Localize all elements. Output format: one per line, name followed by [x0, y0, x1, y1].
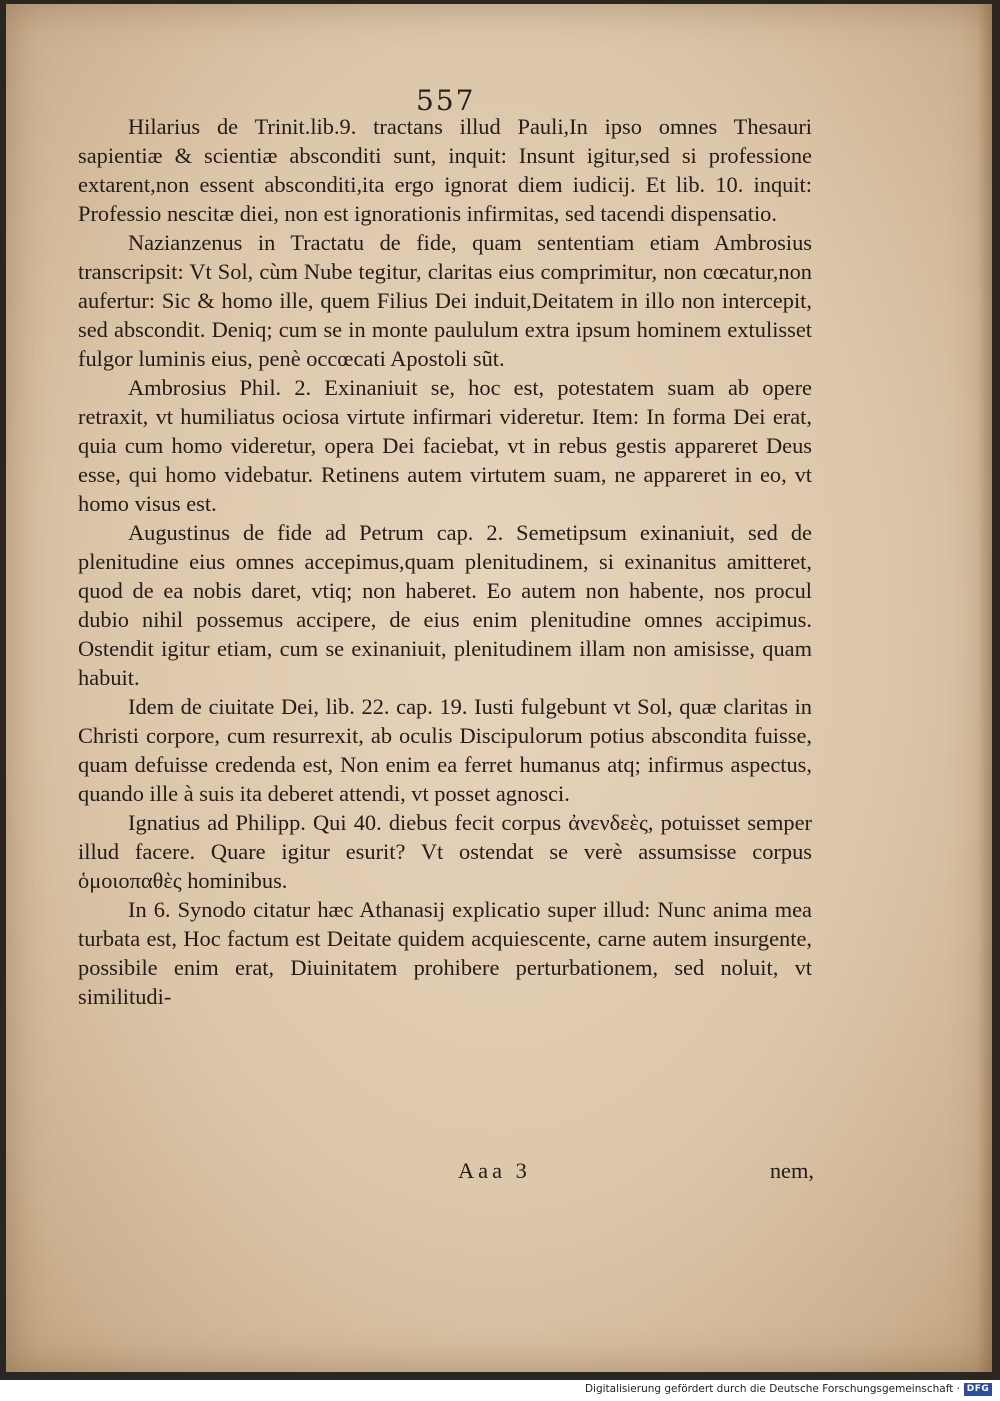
- catchline: [458, 1158, 814, 1188]
- paragraph-nazianzenus: Nazianzenus in Tractatu de fide, quam sententiam etiam Ambrosius transcripsit: Vt Sol, cùm Nube tegitur, claritas eius comprimitur, non cœcatur,non aufertur: Sic & homo ille, quem Filius Dei induit,Deitatem in illo non intercepit, sed abscondit. Deniq; cum se in monte paululum extra ipsum hominem extulisset fulgor luminis eius, penè occœcati Apostoli sũt.: [78, 230, 812, 371]
- paragraph-augustinus: Augustinus de fide ad Petrum cap. 2. Semetipsum exinaniuit, sed de plenitudine eius omnes accepimus,quam plenitudinem, si exinanitus amitteret, quod de ea nobis daret, vtiq; non haberet. Eo autem non habente, nos procul dubio nihil possemus accipere, de eius enim plenitudine omnes accipimus. Ostendit igitur etiam, cum se exinaniuit, plenitudinem illam non amisisse, quam habuit.: [78, 520, 812, 690]
- signature-mark: Aaa 3: [458, 1158, 531, 1183]
- footer-credit: Digitalisierung gefördert durch die Deutsche Forschungsgemeinschaft ·: [584, 1383, 960, 1395]
- dfg-logo-icon: DFG: [964, 1383, 992, 1396]
- paragraph-hilarius: Hilarius de Trinit.lib.9. tractans illud Pauli,In ipso omnes Thesauri sapientiæ & scientiæ absconditi sunt, inquit: Insunt igitur,sed si professione extarent,non essent absconditi,ita ergo ignorat diem iudicij. Et lib. 10. inquit: Professio nescitæ diei, non est ignorationis infirmitas, sed tacendi dispensatio.: [78, 114, 812, 226]
- footer-bar: [0, 1380, 1000, 1401]
- paragraph-idem-ciuitate: Idem de ciuitate Dei, lib. 22. cap. 19. Iusti fulgebunt vt Sol, quæ claritas in Christi corpore, cum resurrexit, ab oculis Discipulorum potius abscondita fuisse, quam defuisse credenda est, Non enim ea ferret humanus atq; infirmus aspectus, quando ille à suis ita deberet attendi, vt posset agnosci.: [78, 694, 812, 806]
- paragraph-ambrosius: Ambrosius Phil. 2. Exinaniuit se, hoc est, potestatem suam ab opere retraxit, vt humiliatus ociosa virtute infirmari videretur. Item: In forma Dei erat, quia cum homo videretur, opera Dei faciebat, vt in rebus gestis appareret Deus esse, qui homo videbatur. Retinens autem virtutem suam, ne appareret in eo, vt homo visus est.: [78, 375, 812, 516]
- body-text: [78, 112, 812, 1011]
- catchword: nem,: [769, 1158, 814, 1183]
- page-number: 557: [416, 84, 476, 117]
- paragraph-ignatius: Ignatius ad Philipp. Qui 40. diebus fecit corpus ἀνενδεὲς, potuisset semper illud facere. Quare igitur esurit? Vt ostendat se verè assumsisse corpus ὁμοιοπαθὲς hominibus.: [78, 810, 812, 893]
- paragraph-synodo: In 6. Synodo citatur hæc Athanasij explicatio super illud: Nunc anima mea turbata est, Hoc factum est Deitate quidem acquiescente, carne autem insurgente, possibile enim erat, Diuinitatem prohibere perturbationem, sed noluit, vt similitudi-: [78, 897, 812, 1009]
